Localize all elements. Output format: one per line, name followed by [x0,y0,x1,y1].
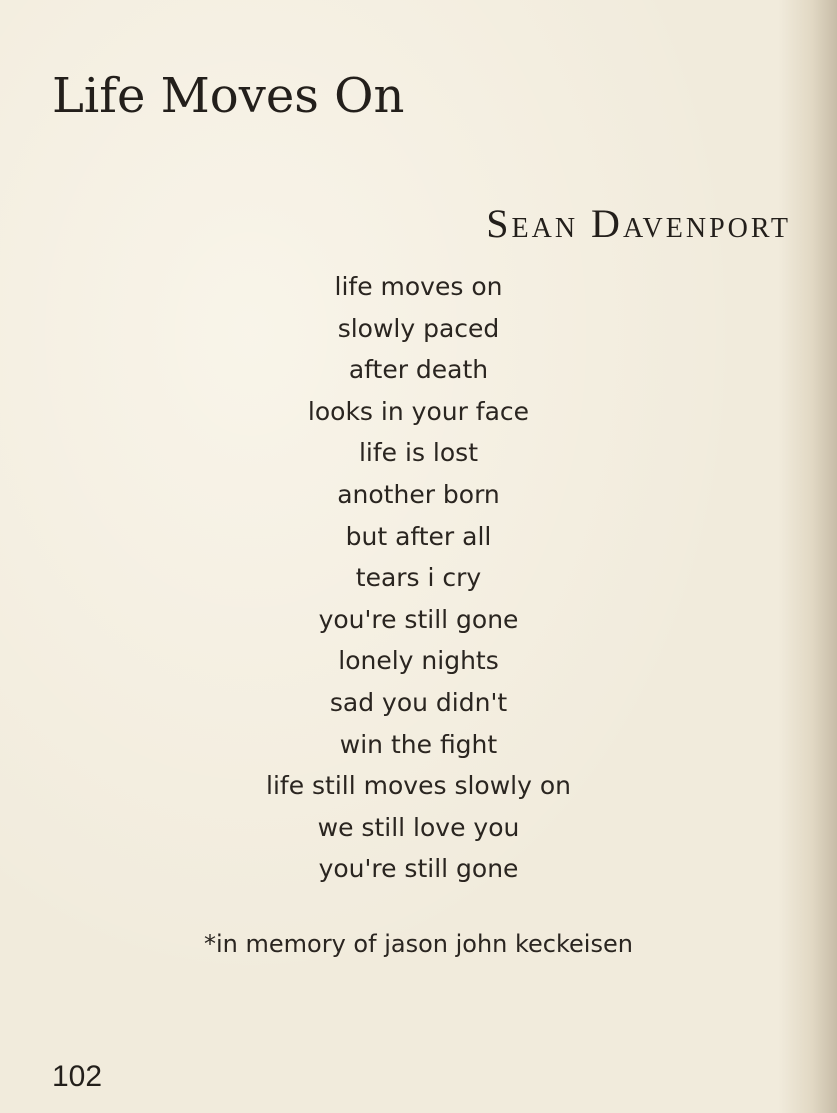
poem-line: life still moves slowly on [266,771,571,801]
poem-line: looks in your face [307,396,530,426]
poem-line: another born [337,479,500,509]
poem-line: win the fight [339,729,498,759]
poem-line: sad you didn't [329,687,508,717]
dedication: *in memory of jason john keckeisen [204,930,633,958]
poem-title: Life Moves On [52,68,405,124]
poem-line: you're still gone [318,854,519,884]
poem-line: lonely nights [338,646,499,676]
poem-line: life moves on [334,272,503,301]
poem-line: slowly paced [337,313,500,343]
poem-line: life is lost [358,438,478,468]
poem-line: after death [348,355,489,385]
poem-line: but after all [345,521,492,551]
poem-body [0,266,837,890]
poem-line: you're still gone [318,604,519,634]
poem-line: tears i cry [355,563,482,593]
page-number: 102 [52,1060,103,1093]
poem-line: we still love you [317,812,520,842]
poem-author: Sean Davenport [486,201,791,246]
